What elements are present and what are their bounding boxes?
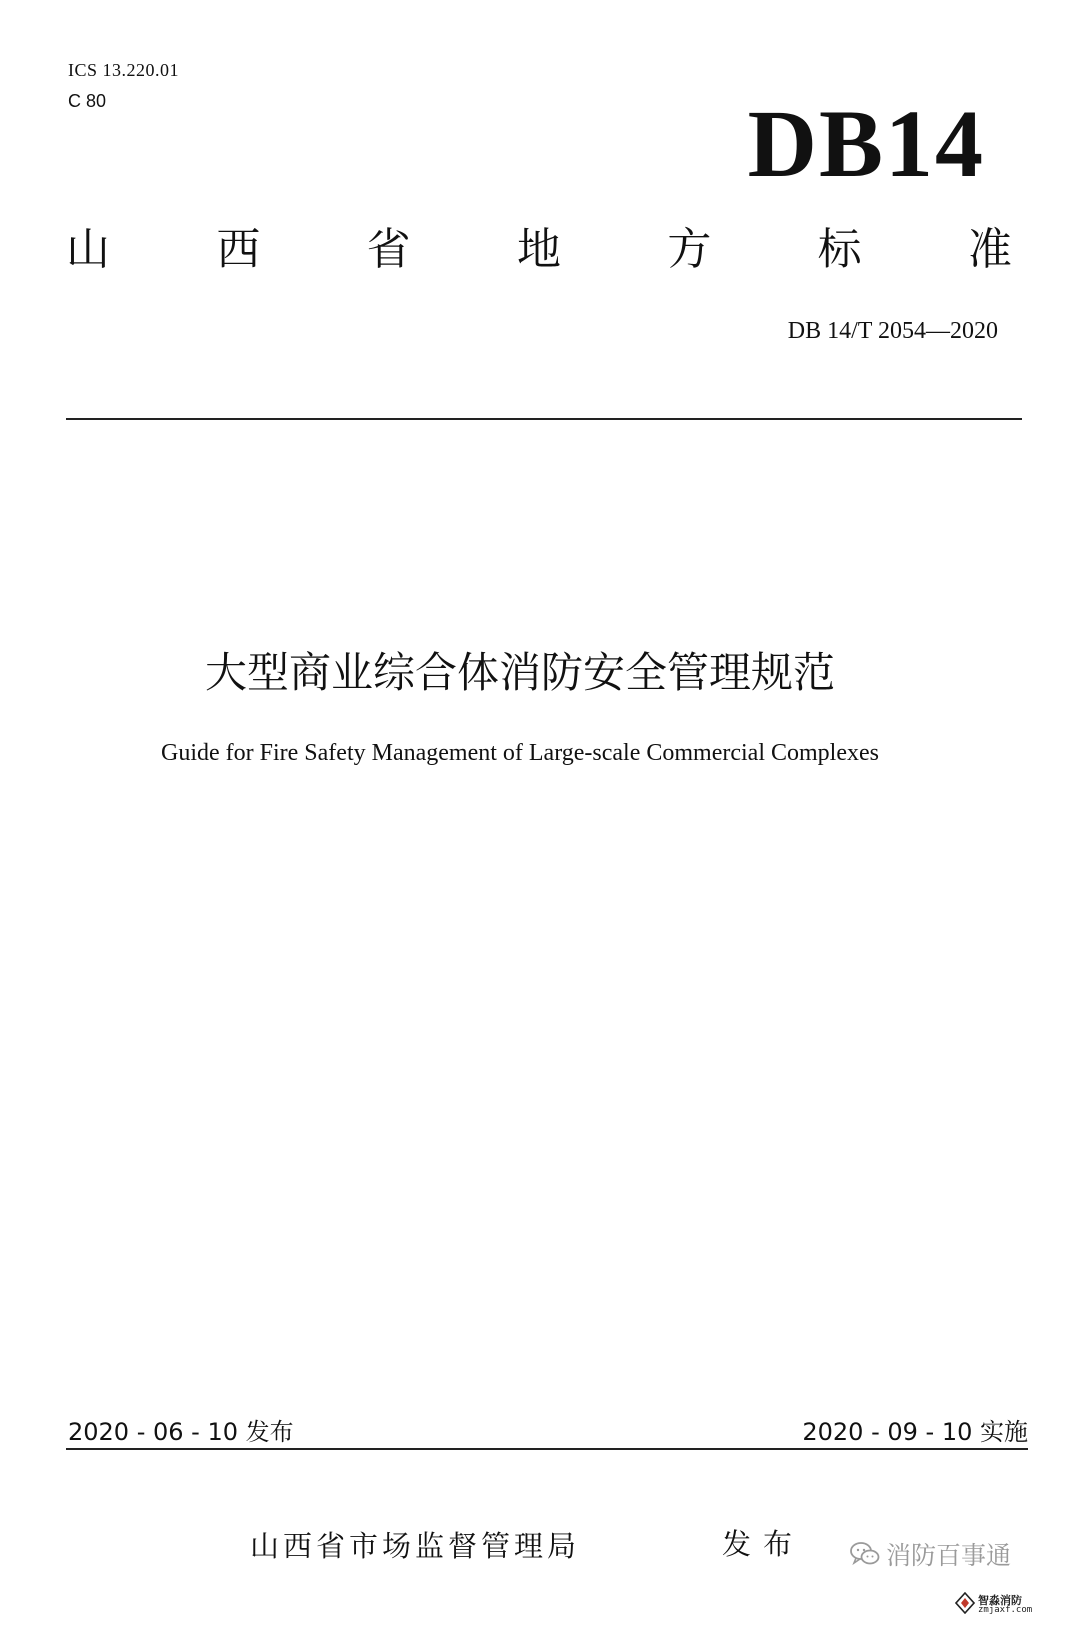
issuing-authority: 山西省市场监督管理局 [250, 1529, 581, 1563]
category-title [66, 224, 1012, 275]
standard-number: DB 14/T 2054—2020 [787, 318, 998, 344]
site-domain: zmjaxf.com [978, 1605, 1033, 1616]
issue-date: 2020 - 06 - 10 发布 [68, 1418, 294, 1446]
document-title-english: Guide for Fire Safety Management of Large-scale Commercial Complexes [161, 740, 879, 766]
footer-divider [66, 1448, 1028, 1450]
standard-mark: DB14 [747, 90, 985, 197]
diamond-logo-icon [955, 1592, 975, 1618]
document-title-chinese: 大型商业综合体消防安全管理规范 [204, 648, 835, 697]
header-divider [66, 418, 1022, 420]
category-title-char: 西 [216, 224, 261, 275]
category-title-char: 准 [967, 224, 1012, 275]
wechat-icon [850, 1541, 880, 1567]
site-logo [955, 1592, 1032, 1618]
watermark [850, 1536, 1011, 1572]
implementation-date: 2020 - 09 - 10 实施 [802, 1418, 1028, 1446]
watermark-text: 消防百事通 [886, 1541, 1012, 1570]
site-name: 智淼消防 [978, 1593, 1022, 1607]
ccs-code: C 80 [68, 91, 107, 111]
category-title-char: 山 [66, 224, 110, 275]
category-title-char: 标 [817, 224, 862, 275]
category-title-char: 地 [516, 224, 561, 275]
ics-code: ICS 13.220.01 [68, 60, 180, 80]
publish-label: 发布 [722, 1527, 805, 1561]
category-title-char: 省 [366, 224, 411, 275]
category-title-char: 方 [667, 224, 712, 275]
